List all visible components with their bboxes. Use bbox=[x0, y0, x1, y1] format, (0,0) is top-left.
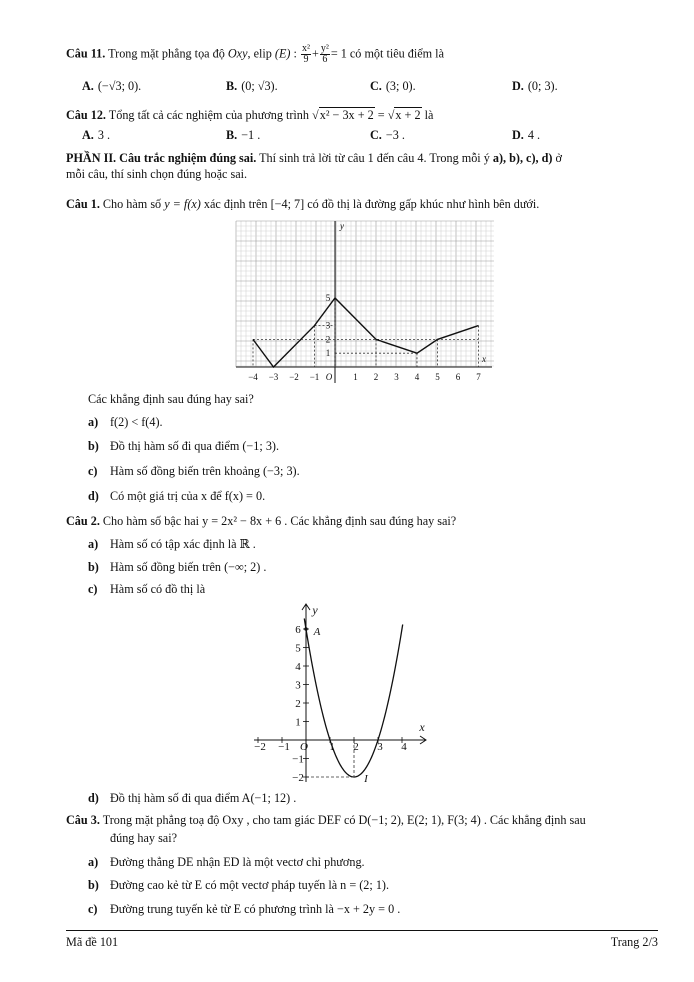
graph1-x-tick-label: 7 bbox=[476, 372, 481, 382]
graph2-parabola-plot bbox=[250, 600, 430, 786]
graph1-x-tick-label: 6 bbox=[455, 372, 461, 382]
graph2-x-tick-label: −1 bbox=[278, 741, 290, 753]
c1-item-a[interactable]: a) f(2) < f(4). bbox=[88, 415, 163, 429]
q12-stem: Câu 12. Tổng tất cả các nghiệm của phương trình √x² − 3x + 2 = √x + 2 là bbox=[66, 108, 434, 122]
graph1-y-tick-label: 2 bbox=[325, 334, 331, 345]
c2-stem: Câu 2. Cho hàm số bậc hai y = 2x² − 8x + 6 . Các khẳng định sau đúng hay sai? bbox=[66, 514, 457, 528]
graph1-piecewise-plot bbox=[232, 217, 494, 387]
graph2-x-tick-label: 2 bbox=[353, 741, 359, 753]
c1-item-b[interactable]: b) Đồ thị hàm số đi qua điểm (−1; 3). bbox=[88, 439, 280, 453]
c2-item-b[interactable]: b) Hàm số đồng biến trên (−∞; 2) . bbox=[88, 560, 267, 574]
graph2-y-tick-label: 5 bbox=[295, 642, 301, 655]
q12-option-a[interactable]: A. 3 . bbox=[82, 128, 111, 142]
graph1-tick-labels bbox=[248, 221, 486, 382]
graph1-y-tick-label: 5 bbox=[325, 293, 331, 303]
graph2-y-tick-label: −1 bbox=[292, 753, 304, 766]
q11-label: Câu 11. bbox=[66, 46, 106, 61]
c3-item-c[interactable]: c) Đường trung tuyến kẻ từ E có phương trình là −x + 2y = 0 . bbox=[88, 902, 401, 916]
graph2-x-tick-label: −2 bbox=[254, 741, 266, 753]
graph1-origin-label: O bbox=[325, 372, 333, 382]
graph1-x-tick-label: 1 bbox=[353, 372, 358, 382]
q11-option-a[interactable]: A. (−√3; 0). bbox=[82, 79, 142, 93]
footer-page-number: Trang 2/3 bbox=[610, 935, 658, 949]
graph2-x-axis-label: x bbox=[419, 720, 425, 734]
c2-item-c[interactable]: c) Hàm số có đồ thị là bbox=[88, 582, 206, 596]
graph2-y-tick-label: −2 bbox=[292, 772, 304, 784]
footer-divider bbox=[66, 930, 658, 931]
graph1-axes bbox=[236, 221, 492, 383]
graph2-y-tick-label: 4 bbox=[295, 661, 301, 673]
footer-exam-code: Mã đề 101 bbox=[66, 935, 119, 949]
q11-stem: Câu 11. Trong mặt phẳng tọa độ Oxy, elip (E) : $\frac{\text{x²}}{9}$ + $\frac{\text{y²}}{6}$ = 1 có một tiêu điểm là bbox=[66, 43, 444, 65]
c3-stem-line2: đúng hay sai? bbox=[110, 831, 178, 845]
c3-item-a[interactable]: a) Đường thẳng DE nhận ED là một vectơ chỉ phương. bbox=[88, 855, 365, 869]
graph2-origin-label: O bbox=[300, 741, 308, 753]
q11-frac-y: $\frac{\text{y²}}{6}$ bbox=[320, 43, 329, 65]
graph1-grid bbox=[236, 221, 494, 367]
graph2-y-tick-label: 1 bbox=[295, 716, 301, 729]
graph1-y-tick-label: 1 bbox=[325, 348, 331, 359]
q12-label: Câu 12. bbox=[66, 108, 106, 122]
graph2-x-tick-label: 1 bbox=[329, 741, 335, 753]
graph2-x-tick-label: 4 bbox=[401, 741, 407, 753]
c3-stem: Câu 3. Trong mặt phẳng toạ độ Oxy , cho tam giác DEF có D(−1; 2), E(2; 1), F(3; 4) . Các khẳng định sau bbox=[66, 813, 586, 827]
q11-frac-x: $\frac{\text{x²}}{9}$ bbox=[301, 43, 310, 65]
graph2-parabola bbox=[304, 619, 402, 778]
c1-item-c[interactable]: c) Hàm số đồng biến trên khoảng (−3; 3). bbox=[88, 464, 300, 478]
graph2-y-tick-label: 6 bbox=[295, 624, 301, 636]
graph2-y-tick-label: 3 bbox=[295, 679, 301, 692]
q12-option-c[interactable]: C. −3 . bbox=[370, 128, 405, 142]
part2-intro-line2: mỗi câu, thí sinh chọn đúng hoặc sai. bbox=[66, 167, 248, 181]
graph1-x-tick-label: 3 bbox=[394, 372, 399, 382]
graph2-point-i-label: I bbox=[364, 773, 368, 785]
graph2-y-tick-label: 2 bbox=[295, 698, 301, 710]
c2-item-d[interactable]: d) Đồ thị hàm số đi qua điểm A(−1; 12) . bbox=[88, 791, 297, 805]
graph2-guide-lines bbox=[304, 627, 354, 777]
part2-heading: PHẦN II. Câu trắc nghiệm đúng sai. Thí sinh trả lời từ câu 1 đến câu 4. Trong mỗi ý a), b), c), d) ở bbox=[66, 151, 562, 165]
graph1-x-tick-label: −1 bbox=[309, 372, 320, 382]
graph1-x-tick-label: −3 bbox=[268, 372, 279, 382]
q11-option-b[interactable]: B. (0; √3). bbox=[226, 79, 278, 93]
q11-option-c[interactable]: C. (3; 0). bbox=[370, 79, 416, 93]
graph2-point-a-label: A bbox=[313, 626, 321, 638]
graph2-tick-labels bbox=[254, 603, 425, 785]
graph1-x-tick-label: 2 bbox=[373, 372, 379, 382]
c1-prompt: Các khẳng định sau đúng hay sai? bbox=[88, 392, 254, 406]
graph2-x-tick-label: 3 bbox=[377, 741, 383, 753]
graph1-x-tick-label: −2 bbox=[289, 372, 299, 382]
graph1-x-axis-label: x bbox=[482, 354, 486, 364]
q11-option-d[interactable]: D. (0; 3). bbox=[512, 79, 558, 93]
graph1-x-tick-label: 5 bbox=[435, 372, 440, 382]
c2-item-a[interactable]: a) Hàm số có tập xác định là ℝ . bbox=[88, 537, 256, 551]
c3-item-b[interactable]: b) Đường cao kẻ từ E có một vectơ pháp tuyến là n = (2; 1). bbox=[88, 878, 390, 892]
graph2-y-axis-label: y bbox=[312, 603, 318, 617]
graph1-y-axis-label: y bbox=[340, 221, 344, 231]
c1-stem: Câu 1. Cho hàm số y = f(x) xác định trên [−4; 7] có đồ thị là đường gấp khúc như hình bên dưới. bbox=[66, 197, 540, 211]
q12-option-d[interactable]: D. 4 . bbox=[512, 128, 541, 142]
q12-option-b[interactable]: B. −1 . bbox=[226, 128, 261, 142]
graph1-y-tick-label: 3 bbox=[325, 320, 331, 331]
graph1-x-tick-label: −4 bbox=[248, 372, 258, 382]
c1-item-d[interactable]: d) Có một giá trị của x để f(x) = 0. bbox=[88, 489, 266, 503]
graph1-x-tick-label: 4 bbox=[414, 372, 420, 382]
graph2-axes bbox=[254, 604, 426, 782]
